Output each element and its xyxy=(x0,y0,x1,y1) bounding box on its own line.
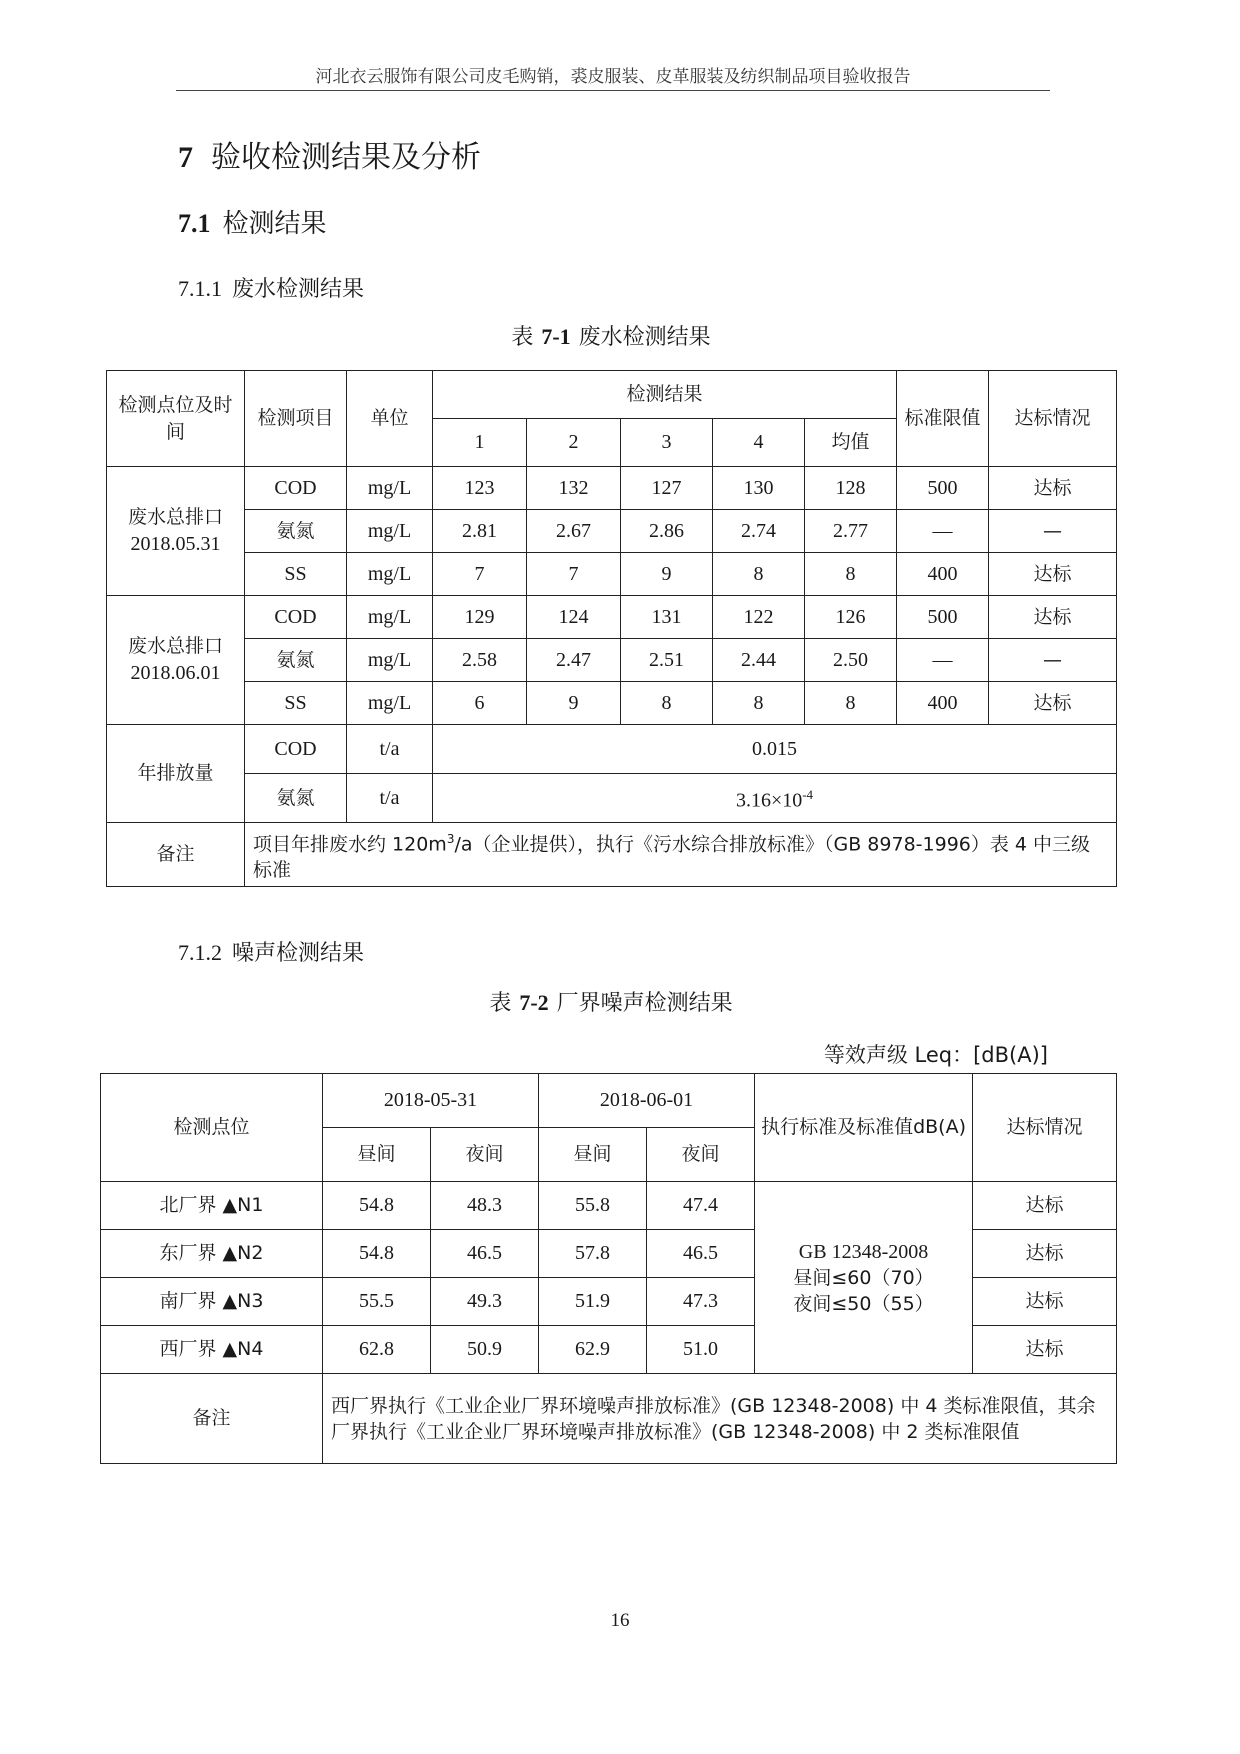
noise-status-cell: 达标 xyxy=(973,1326,1117,1374)
unit-cell: mg/L xyxy=(347,639,433,682)
noise-value-cell: 48.3 xyxy=(431,1182,539,1230)
result-cell: 132 xyxy=(527,467,621,510)
wastewater-heading-number: 7.1.1 xyxy=(178,276,222,301)
annual-unit: t/a xyxy=(347,774,433,823)
header-avg: 均值 xyxy=(805,419,897,467)
annual-label: 年排放量 xyxy=(107,725,245,823)
t2-header-date2: 2018-06-01 xyxy=(539,1074,755,1128)
noise-value-cell: 54.8 xyxy=(323,1230,431,1278)
noise-value-cell: 46.5 xyxy=(431,1230,539,1278)
page-number: 16 xyxy=(610,1610,630,1631)
table1-note-label: 备注 xyxy=(107,823,245,887)
noise-heading-number: 7.1.2 xyxy=(178,940,222,965)
avg-cell: 126 xyxy=(805,596,897,639)
result-cell: 2.58 xyxy=(433,639,527,682)
annual-item: COD xyxy=(245,725,347,774)
t2-header-day: 昼间 xyxy=(539,1128,647,1182)
annual-value xyxy=(433,774,1117,823)
item-cell: 氨氮 xyxy=(245,510,347,553)
result-cell: 2.86 xyxy=(621,510,713,553)
noise-value-cell: 46.5 xyxy=(647,1230,755,1278)
wastewater-heading xyxy=(178,272,364,303)
section-number: 7 xyxy=(178,141,193,174)
limit-cell: — xyxy=(897,639,989,682)
page-header: 河北衣云服饰有限公司皮毛购销，裘皮服装、皮革服装及纺织制品项目验收报告 xyxy=(315,67,911,87)
table1-caption-title: 废水检测结果 xyxy=(578,325,711,350)
point-name: 废水总排口 xyxy=(127,506,223,528)
noise-value-cell: 49.3 xyxy=(431,1278,539,1326)
noise-value-cell: 51.9 xyxy=(539,1278,647,1326)
point-cell xyxy=(107,467,245,596)
table2-note-label: 备注 xyxy=(101,1374,323,1464)
avg-cell: 128 xyxy=(805,467,897,510)
result-cell: 2.81 xyxy=(433,510,527,553)
limit-cell: — xyxy=(897,510,989,553)
t2-header-point: 检测点位 xyxy=(101,1074,323,1182)
table-row xyxy=(107,682,1117,725)
annual-value-exponent: -4 xyxy=(802,787,814,803)
table1-caption xyxy=(106,320,1116,351)
table1-note-post: /a（企业提供），执行《污水综合排放标准》（GB 8978-1996）表 4 中三级标准 xyxy=(253,833,1091,882)
header-rule xyxy=(176,90,1050,91)
status-cell: 达标 xyxy=(989,596,1117,639)
table2-note: 西厂界执行《工业企业厂界环境噪声排放标准》(GB 12348-2008) 中 4 类标准限值，其余厂界执行《工业企业厂界环境噪声排放标准》(GB 12348-2008) 中 2 类标准限值 xyxy=(323,1374,1117,1464)
result-cell: 7 xyxy=(433,553,527,596)
result-cell: 8 xyxy=(713,553,805,596)
noise-value-cell: 62.9 xyxy=(539,1326,647,1374)
result-cell: 124 xyxy=(527,596,621,639)
status-cell: — xyxy=(989,639,1117,682)
table2-caption-prefix: 表 xyxy=(489,991,512,1016)
noise-value-cell: 50.9 xyxy=(431,1326,539,1374)
noise-point-cell: 北厂界 ▲N1 xyxy=(101,1182,323,1230)
result-cell: 8 xyxy=(621,682,713,725)
annual-row xyxy=(107,725,1117,774)
table-row xyxy=(107,553,1117,596)
status-cell: 达标 xyxy=(989,467,1117,510)
noise-value-cell: 62.8 xyxy=(323,1326,431,1374)
result-cell: 2.67 xyxy=(527,510,621,553)
table2-caption xyxy=(106,986,1116,1017)
result-cell: 123 xyxy=(433,467,527,510)
standard-line: GB 12348-2008 xyxy=(798,1240,929,1263)
header-unit: 单位 xyxy=(347,371,433,467)
table2-unit-note: 等效声级 Leq：[dB(A)] xyxy=(823,1043,1048,1067)
point-name: 废水总排口 xyxy=(127,635,223,657)
wastewater-table xyxy=(106,370,1117,887)
limit-cell: 500 xyxy=(897,467,989,510)
standard-line: 夜间≤50（55） xyxy=(793,1292,934,1315)
limit-cell: 400 xyxy=(897,682,989,725)
noise-heading xyxy=(178,936,364,967)
noise-status-cell: 达标 xyxy=(973,1230,1117,1278)
noise-point-cell: 西厂界 ▲N4 xyxy=(101,1326,323,1374)
item-cell: COD xyxy=(245,596,347,639)
table2-caption-number: 7-2 xyxy=(519,990,549,1015)
unit-cell: mg/L xyxy=(347,467,433,510)
header-point: 检测点位及时间 xyxy=(107,371,245,467)
result-cell: 2.47 xyxy=(527,639,621,682)
unit-cell: mg/L xyxy=(347,596,433,639)
noise-point-cell: 南厂界 ▲N3 xyxy=(101,1278,323,1326)
t2-header-night: 夜间 xyxy=(647,1128,755,1182)
noise-value-cell: 54.8 xyxy=(323,1182,431,1230)
annual-unit: t/a xyxy=(347,725,433,774)
status-cell: 达标 xyxy=(989,682,1117,725)
table1-note xyxy=(245,823,1117,887)
subsection-number: 7.1 xyxy=(178,209,211,238)
avg-cell: 8 xyxy=(805,682,897,725)
wastewater-heading-title: 废水检测结果 xyxy=(232,277,365,302)
header-r3: 3 xyxy=(621,419,713,467)
header-r4: 4 xyxy=(713,419,805,467)
subsection-heading xyxy=(178,203,327,240)
noise-value-cell: 51.0 xyxy=(647,1326,755,1374)
unit-cell: mg/L xyxy=(347,553,433,596)
result-cell: 9 xyxy=(621,553,713,596)
status-cell: 达标 xyxy=(989,553,1117,596)
avg-cell: 8 xyxy=(805,553,897,596)
result-cell: 2.44 xyxy=(713,639,805,682)
table-row xyxy=(101,1182,1117,1230)
header-limit: 标准限值 xyxy=(897,371,989,467)
table-row xyxy=(107,510,1117,553)
result-cell: 2.74 xyxy=(713,510,805,553)
t2-header-date1: 2018-05-31 xyxy=(323,1074,539,1128)
annual-value-base: 3.16×10 xyxy=(735,789,803,812)
limit-cell: 400 xyxy=(897,553,989,596)
noise-point-cell: 东厂界 ▲N2 xyxy=(101,1230,323,1278)
noise-value-cell: 47.3 xyxy=(647,1278,755,1326)
noise-value-cell: 55.8 xyxy=(539,1182,647,1230)
noise-status-cell: 达标 xyxy=(973,1182,1117,1230)
avg-cell: 2.50 xyxy=(805,639,897,682)
item-cell: SS xyxy=(245,553,347,596)
unit-cell: mg/L xyxy=(347,682,433,725)
noise-status-cell: 达标 xyxy=(973,1278,1117,1326)
noise-value-cell: 55.5 xyxy=(323,1278,431,1326)
noise-heading-title: 噪声检测结果 xyxy=(232,941,365,966)
result-cell: 131 xyxy=(621,596,713,639)
table-row xyxy=(107,596,1117,639)
noise-table xyxy=(100,1073,1117,1464)
standard-line: 昼间≤60（70） xyxy=(793,1266,934,1289)
header-status: 达标情况 xyxy=(989,371,1117,467)
table-row xyxy=(107,639,1117,682)
result-cell: 9 xyxy=(527,682,621,725)
noise-value-cell: 57.8 xyxy=(539,1230,647,1278)
t2-header-night: 夜间 xyxy=(431,1128,539,1182)
table1-note-sup: 3 xyxy=(446,832,455,846)
header-r1: 1 xyxy=(433,419,527,467)
item-cell: SS xyxy=(245,682,347,725)
table-row xyxy=(107,467,1117,510)
noise-value-cell: 47.4 xyxy=(647,1182,755,1230)
unit-cell: mg/L xyxy=(347,510,433,553)
result-cell: 129 xyxy=(433,596,527,639)
table1-note-pre: 项目年排废水约 120m xyxy=(253,833,447,856)
subsection-title: 检测结果 xyxy=(222,209,327,239)
status-cell: — xyxy=(989,510,1117,553)
table1-caption-number: 7-1 xyxy=(541,324,571,349)
point-date: 2018.05.31 xyxy=(130,533,221,555)
annual-item: 氨氮 xyxy=(245,774,347,823)
table2-caption-title: 厂界噪声检测结果 xyxy=(556,991,733,1016)
result-cell: 7 xyxy=(527,553,621,596)
section-heading xyxy=(178,132,481,176)
header-item: 检测项目 xyxy=(245,371,347,467)
table1-caption-prefix: 表 xyxy=(511,325,534,350)
header-results: 检测结果 xyxy=(433,371,897,419)
annual-value: 0.015 xyxy=(433,725,1117,774)
point-cell xyxy=(107,596,245,725)
item-cell: COD xyxy=(245,467,347,510)
t2-header-status: 达标情况 xyxy=(973,1074,1117,1182)
avg-cell: 2.77 xyxy=(805,510,897,553)
limit-cell: 500 xyxy=(897,596,989,639)
result-cell: 6 xyxy=(433,682,527,725)
t2-header-day: 昼间 xyxy=(323,1128,431,1182)
result-cell: 2.51 xyxy=(621,639,713,682)
header-r2: 2 xyxy=(527,419,621,467)
result-cell: 8 xyxy=(713,682,805,725)
t2-header-standard: 执行标准及标准值dB(A) xyxy=(755,1074,973,1182)
standard-cell xyxy=(755,1182,973,1374)
item-cell: 氨氮 xyxy=(245,639,347,682)
result-cell: 122 xyxy=(713,596,805,639)
point-date: 2018.06.01 xyxy=(130,662,221,684)
result-cell: 127 xyxy=(621,467,713,510)
annual-row xyxy=(107,774,1117,823)
section-title: 验收检测结果及分析 xyxy=(211,140,481,175)
result-cell: 130 xyxy=(713,467,805,510)
